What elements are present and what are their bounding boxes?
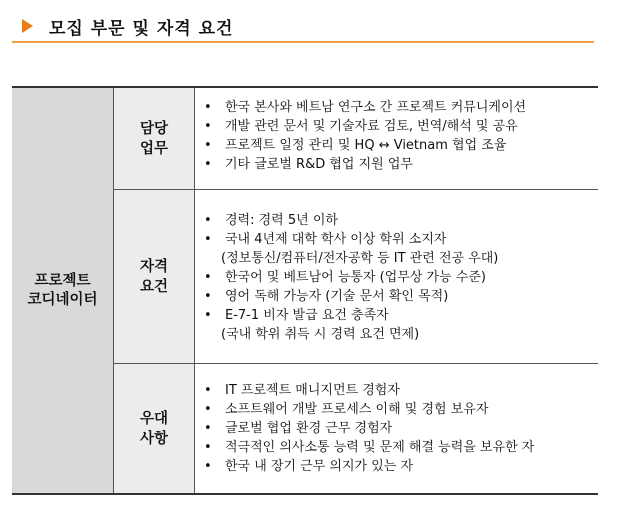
list-item-text: 글로벌 협업 환경 근무 경험자 <box>225 421 393 436</box>
list-item <box>195 306 598 344</box>
bullet-icon: • <box>204 421 212 436</box>
category-label: 업무 <box>139 140 168 157</box>
role-cell <box>12 88 114 493</box>
list-item <box>195 287 598 306</box>
list-item <box>195 419 598 438</box>
category-qualifications <box>114 190 195 363</box>
qualifications-list <box>195 211 598 344</box>
list-item <box>195 136 598 155</box>
list-item-text: 프로젝트 일정 관리 및 HQ ↔ Vietnam 협업 조율 <box>225 138 507 153</box>
category-label: 담당 <box>139 120 168 137</box>
list-item-text: 경력: 경력 5년 이하 <box>225 213 338 228</box>
bullet-icon: • <box>204 270 212 285</box>
list-item <box>195 381 598 400</box>
list-item-text: 한국 본사와 베트남 연구소 간 프로젝트 커뮤니케이션 <box>225 100 527 115</box>
triangle-marker-icon <box>22 19 33 33</box>
header-underline <box>12 41 594 43</box>
list-item-text: 적극적인 의사소통 능력 및 문제 해결 능력을 보유한 자 <box>225 440 535 455</box>
category-label: 자격 <box>139 258 168 275</box>
bullet-icon: • <box>204 402 212 417</box>
category-label: 우대 <box>139 410 168 427</box>
qualifications-content <box>195 211 598 344</box>
list-item-text: 개발 관련 문서 및 기술자료 검토, 번역/해석 및 공유 <box>225 119 518 134</box>
bullet-icon: • <box>204 157 212 172</box>
list-item-text: E-7-1 비자 발급 요건 충족자 <box>225 308 389 323</box>
list-item-text: 한국어 및 베트남어 능통자 (업무상 가능 수준) <box>225 270 486 285</box>
requirements-table <box>12 86 598 495</box>
role-line-1: 프로젝트 <box>34 272 91 289</box>
list-item-subline: (국내 학위 취득 시 경력 요건 면제) <box>221 327 420 342</box>
duties-content <box>195 98 598 174</box>
bullet-icon: • <box>204 308 212 323</box>
category-preferred <box>114 364 195 493</box>
bullet-icon: • <box>204 289 212 304</box>
list-item <box>195 155 598 174</box>
bullet-icon: • <box>204 232 212 247</box>
list-item <box>195 268 598 287</box>
duties-list <box>195 98 598 174</box>
list-item <box>195 438 598 457</box>
preferred-content <box>195 381 598 476</box>
list-item <box>195 400 598 419</box>
bullet-icon: • <box>204 100 212 115</box>
list-item <box>195 117 598 136</box>
bullet-icon: • <box>204 383 212 398</box>
bullet-icon: • <box>204 138 212 153</box>
list-item <box>195 211 598 230</box>
list-item-text: IT 프로젝트 매니지먼트 경험자 <box>225 383 400 398</box>
bullet-icon: • <box>204 213 212 228</box>
bullet-icon: • <box>204 440 212 455</box>
list-item <box>195 457 598 476</box>
section-header <box>22 14 233 38</box>
category-label: 사항 <box>139 430 168 447</box>
bullet-icon: • <box>204 459 212 474</box>
list-item-text: 영어 독해 가능자 (기술 문서 확인 목적) <box>225 289 449 304</box>
list-item-text: 국내 4년제 대학 학사 이상 학위 소지자 <box>225 232 447 247</box>
bullet-icon: • <box>204 119 212 134</box>
list-item-subline: (정보통신/컴퓨터/전자공학 등 IT 관련 전공 우대) <box>221 251 499 266</box>
list-item-text: 기타 글로벌 R&D 협업 지원 업무 <box>225 157 413 172</box>
preferred-list <box>195 381 598 476</box>
category-duties <box>114 88 195 189</box>
list-item-text: 소프트웨어 개발 프로세스 이해 및 경험 보유자 <box>225 402 489 417</box>
list-item-text: 한국 내 장기 근무 의지가 있는 자 <box>225 459 414 474</box>
page-title: 모집 부문 및 자격 요건 <box>49 18 234 39</box>
list-item <box>195 98 598 117</box>
role-line-2: 코디네이터 <box>27 291 98 308</box>
list-item <box>195 230 598 268</box>
category-label: 요건 <box>139 278 168 295</box>
